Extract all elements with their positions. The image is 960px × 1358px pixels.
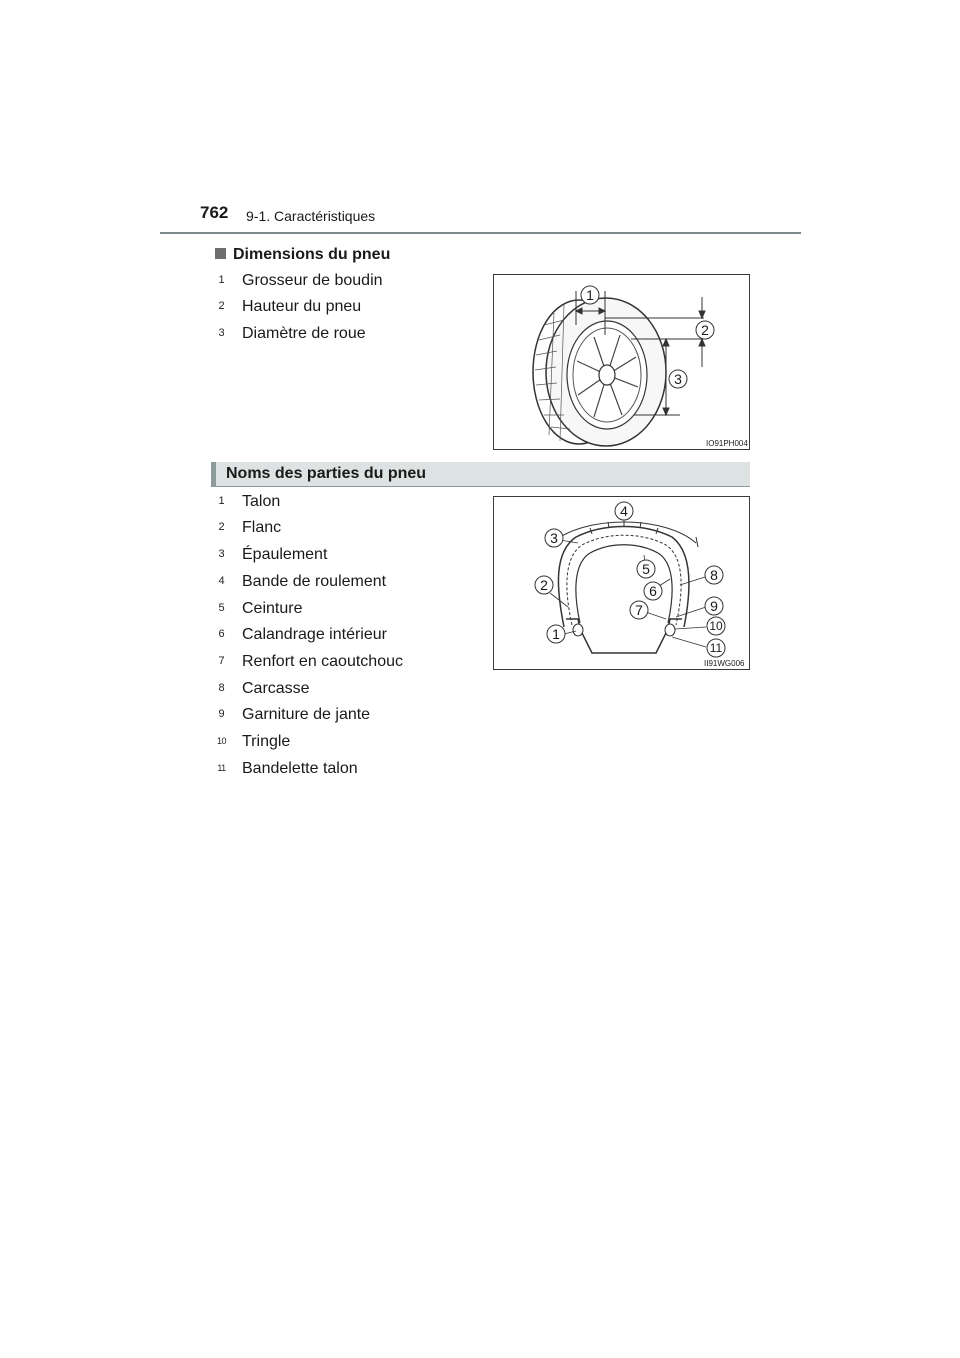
callout-label: 1 <box>552 626 560 642</box>
item-label: Flanc <box>242 519 282 536</box>
dimensions-heading-text: Dimensions du pneu <box>233 246 391 263</box>
item-number: 6 <box>215 628 228 641</box>
section-title: 9-1. Caractéristiques <box>246 208 376 224</box>
figure-code: IO91PH004 <box>706 439 748 448</box>
item-number: 4 <box>215 575 228 588</box>
item-number: 11 <box>215 762 228 775</box>
tire-illustration <box>494 275 749 449</box>
item-label: Ceinture <box>242 600 303 617</box>
item-label: Garniture de jante <box>242 706 371 723</box>
item-number: 2 <box>215 521 228 534</box>
item-number: 3 <box>215 548 228 561</box>
item-number: 7 <box>215 655 228 668</box>
callout-label: 6 <box>649 583 657 599</box>
callout-label: 2 <box>540 577 548 593</box>
callout-label: 7 <box>635 602 643 618</box>
item-number: 3 <box>215 327 228 340</box>
item-number: 2 <box>215 300 228 313</box>
dimensions-heading <box>215 246 390 264</box>
item-number: 5 <box>215 602 228 615</box>
item-number: 1 <box>215 495 228 508</box>
callout-label: 5 <box>642 561 650 577</box>
item-number: 10 <box>216 736 226 746</box>
item-label: Renfort en caoutchouc <box>242 653 403 670</box>
callout-label: 4 <box>620 503 628 519</box>
item-label: Diamètre de roue <box>242 325 366 342</box>
section-band-rule <box>211 486 750 487</box>
section-band-accent <box>211 462 216 487</box>
page-number: 762 <box>200 203 229 222</box>
callout-label: 3 <box>550 530 558 546</box>
item-label: Bande de roulement <box>242 573 387 590</box>
callout-label: 11 <box>709 641 723 655</box>
callout-label: 2 <box>701 322 709 338</box>
item-label: Grosseur de boudin <box>242 272 383 289</box>
callout-label: 1 <box>586 287 594 303</box>
callout-label: 8 <box>710 567 718 583</box>
item-label: Calandrage intérieur <box>242 626 387 643</box>
tire-parts-figure <box>493 496 750 670</box>
callout-label: 10 <box>709 619 723 633</box>
tire-dimensions-figure <box>493 274 750 450</box>
item-number: 8 <box>215 682 228 695</box>
item-label: Talon <box>242 493 281 510</box>
item-label: Hauteur du pneu <box>242 298 362 315</box>
item-label: Épaulement <box>242 546 328 563</box>
item-label: Tringle <box>242 733 291 750</box>
callout-label: 3 <box>674 371 682 387</box>
item-label: Carcasse <box>242 680 310 697</box>
item-label: Bandelette talon <box>242 760 358 777</box>
item-number: 1 <box>215 274 228 287</box>
square-bullet-icon <box>215 248 226 259</box>
callout-label: 9 <box>710 598 718 614</box>
section-heading: Noms des parties du pneu <box>226 465 427 482</box>
item-number: 9 <box>215 708 228 721</box>
figure-code: II91WG006 <box>704 659 745 668</box>
header-divider <box>160 232 801 234</box>
